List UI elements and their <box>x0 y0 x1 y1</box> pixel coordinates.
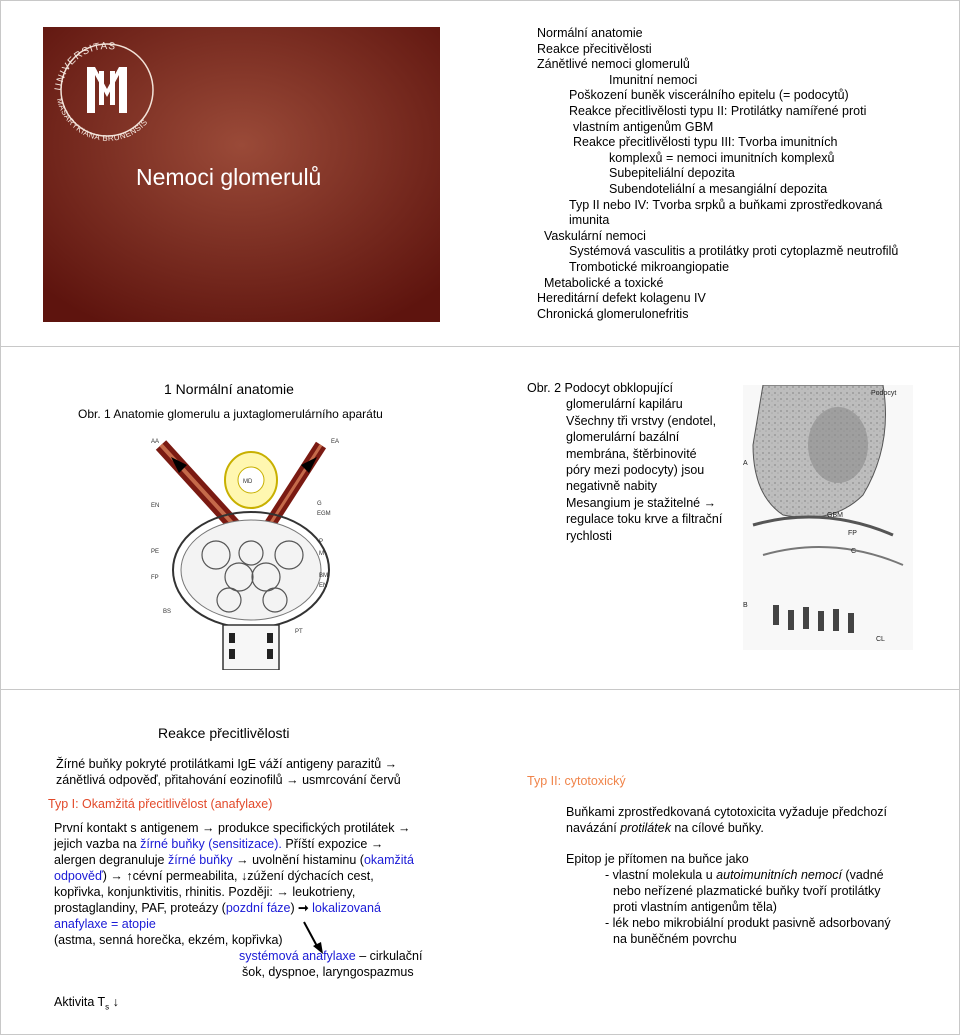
podocyte-micrograph <box>743 385 913 650</box>
figure-2-line: Všechny tři vrstvy (endotel, <box>566 413 717 428</box>
svg-text:G: G <box>317 501 322 507</box>
figure-2-line: glomerulární bazální <box>566 430 680 445</box>
svg-text:UNIVERSITAS: UNIVERSITAS <box>53 40 117 92</box>
svg-text:M: M <box>319 551 324 557</box>
figure-2-line: póry mezi podocyty) jsou <box>566 463 705 477</box>
topic-list-item: Chronická glomerulonefritis <box>537 306 689 321</box>
topic-list-item: Metabolické a toxické <box>544 275 664 290</box>
type-1-heading: Typ I: Okamžitá přecitlivělost (anafylaxe) <box>48 797 273 811</box>
aktivita-line: Aktivita $T_s$ ↓ <box>54 995 119 1012</box>
type-1-line-1: První kontakt s antigenem → produkce specifických protilátek → <box>54 821 411 835</box>
topic-list-item: Poškození buněk viscerálního epitelu (= podocytů) <box>569 88 849 103</box>
svg-text:EGM: EGM <box>317 511 331 517</box>
topic-list-item: Normální anatomie <box>537 26 643 40</box>
topic-list-item: Zánětlivé nemoci glomerulů <box>537 57 690 72</box>
svg-text:MD: MD <box>243 479 253 485</box>
type-1-line-10: šok, dyspnoe, laryngospazmus <box>242 965 414 979</box>
figure-2-line: negativně nabity <box>566 479 658 494</box>
type-2-line-3: Epitop je přítomen na buňce jako <box>566 852 749 866</box>
topic-list-item: imunita <box>569 213 610 228</box>
slide-title: Reakce přecitlivělosti <box>158 725 290 741</box>
arrow-down-icon: ↓ <box>241 869 248 883</box>
svg-text:EA: EA <box>331 439 340 445</box>
type-2-heading: Typ II: cytotoxický <box>527 774 626 788</box>
figure-2-line: Mesangium je stažitelné → <box>566 495 717 510</box>
svg-text:EN: EN <box>151 503 160 509</box>
bold-arrow-right-icon: ➞ <box>298 901 309 915</box>
type-1-line-8: (astma, senná horečka, ekzém, kopřivka) <box>54 933 283 947</box>
topic-list-item: Trombotické mikroangiopatie <box>569 260 730 274</box>
type-1-line-4: odpověď) → ↑cévní permeabilita, ↓zúžení dýchacích cest, <box>54 869 374 883</box>
svg-text:Podocyt: Podocyt <box>871 390 897 397</box>
topic-list-item: Typ II nebo IV: Tvorba srpků a buňkami zprostředkovaná <box>569 197 883 212</box>
svg-text:EN: EN <box>319 583 328 589</box>
topic-list-item: Reakce přecitivělosti <box>537 41 652 56</box>
svg-text:C: C <box>851 548 857 555</box>
type-1-line-6: prostaglandiny, PAF, proteázy (pozdní fáze) ➞ lokalizovaná <box>54 901 381 915</box>
arrow-right-icon: → <box>397 821 411 835</box>
type-1-line-3: alergen degranuluje žírné buňky → uvolnění histaminu (okamžitá <box>54 853 414 867</box>
svg-text:AA: AA <box>151 439 160 445</box>
svg-text:BS: BS <box>163 609 172 615</box>
arrow-right-icon: → <box>286 773 299 787</box>
topic-list-item: komplexů = nemoci imunitních komplexů <box>609 150 835 165</box>
type-1-line-5: kopřivka, konjunktivitis, rhinitis. Později: → leukotrieny, <box>54 885 356 899</box>
topic-list <box>537 26 957 322</box>
svg-text:PE: PE <box>151 549 160 555</box>
arrow-down-icon: ↓ <box>112 995 119 1009</box>
slide-title: Nemoci glomerulů <box>136 164 322 190</box>
svg-text:FP: FP <box>848 530 857 537</box>
topic-list-item: vlastním antigenům GBM <box>573 119 714 134</box>
arrow-right-icon: → <box>384 757 398 771</box>
arrow-right-icon: → <box>202 821 215 835</box>
svg-text:GBM: GBM <box>827 512 843 519</box>
svg-text:MASARYKIANA BRUNENSIS: MASARYKIANA BRUNENSIS <box>54 97 150 143</box>
type-1-line-2: jejich vazba na žírné buňky (sensitizace). Příští expozice → <box>54 837 384 851</box>
type-2-line-8: na buněčném povrchu <box>613 932 737 946</box>
intro-line-2: zánětlivá odpověď, přitahování eozinofilů → usmrcování červů <box>56 773 401 787</box>
type-2-line-6: proti vlastním antigenům těla) <box>613 900 777 914</box>
arrow-right-icon: → <box>276 885 289 899</box>
type-2-line-4: - vlastní molekula u autoimunitních nemocí (vadné <box>605 868 884 882</box>
svg-text:FP: FP <box>151 575 159 581</box>
topic-list-item: Imunitní nemoci <box>609 72 698 87</box>
svg-text:P: P <box>319 539 324 545</box>
svg-text:B: B <box>743 602 748 609</box>
svg-text:BM: BM <box>319 573 328 579</box>
slide-1 <box>0 0 960 347</box>
type-2-line-5: nebo neřízené plazmatické buňky tvoří protilátky <box>613 884 881 898</box>
arrow-right-icon: → <box>700 495 717 510</box>
glomerulus-diagram <box>151 435 371 670</box>
type-2-line-7: - lék nebo mikrobiální produkt pasivně adsorbovaný <box>605 916 891 930</box>
topic-list-item: Subepiteliální depozita <box>609 166 735 181</box>
arrow-right-icon: → <box>370 837 384 851</box>
topic-list-item: Reakce přecitlivělosti typu III: Tvorba imunitních <box>573 135 838 150</box>
figure-2-line: glomerulární kapiláru <box>566 397 683 412</box>
intro-line-1: Žírné buňky pokryté protilátkami IgE váží antigeny parazitů → <box>56 757 398 771</box>
figure-2-line: Obr. 2 Podocyt obklopující <box>527 381 673 395</box>
title-image <box>43 27 440 322</box>
arrow-right-icon: → <box>236 853 249 867</box>
topic-list-item: Vaskulární nemoci <box>544 228 646 243</box>
svg-text:CL: CL <box>876 636 885 643</box>
topic-list-item: Subendoteliální a mesangiální depozita <box>609 182 828 196</box>
topic-list-item: Reakce přecitlivělosti typu II: Protilátky namířené proti <box>569 104 867 118</box>
svg-text:PT: PT <box>295 629 303 635</box>
type-2-line-2: navázání protilátek na cílové buňky. <box>566 821 764 835</box>
figure-1-caption: Obr. 1 Anatomie glomerulu a juxtaglomerulárního aparátu <box>78 407 383 421</box>
svg-text:A: A <box>743 460 748 467</box>
arrow-up-icon: ↑ <box>126 869 133 883</box>
figure-2-line: rychlosti <box>566 528 612 543</box>
slide-2 <box>0 346 960 690</box>
type-2-line-1: Buňkami zprostředkovaná cytotoxicita vyžaduje předchozí <box>566 805 887 819</box>
figure-2-line: membrána, štěrbinovité <box>566 446 697 461</box>
figure-2-line: regulace toku krve a filtrační <box>566 512 723 527</box>
topic-list-item: Hereditární defekt kolagenu IV <box>537 291 706 306</box>
type-1-line-7: anafylaxe = atopie <box>54 917 156 931</box>
slide-title: 1 Normální anatomie <box>164 381 294 397</box>
type-1-line-9: systémová anafylaxe – cirkulační <box>239 949 423 963</box>
arrow-right-icon: → <box>110 869 123 883</box>
topic-list-item: Systémová vasculitis a protilátky proti cytoplazmě neutrofilů <box>569 244 899 259</box>
slide-3 <box>0 689 960 1035</box>
